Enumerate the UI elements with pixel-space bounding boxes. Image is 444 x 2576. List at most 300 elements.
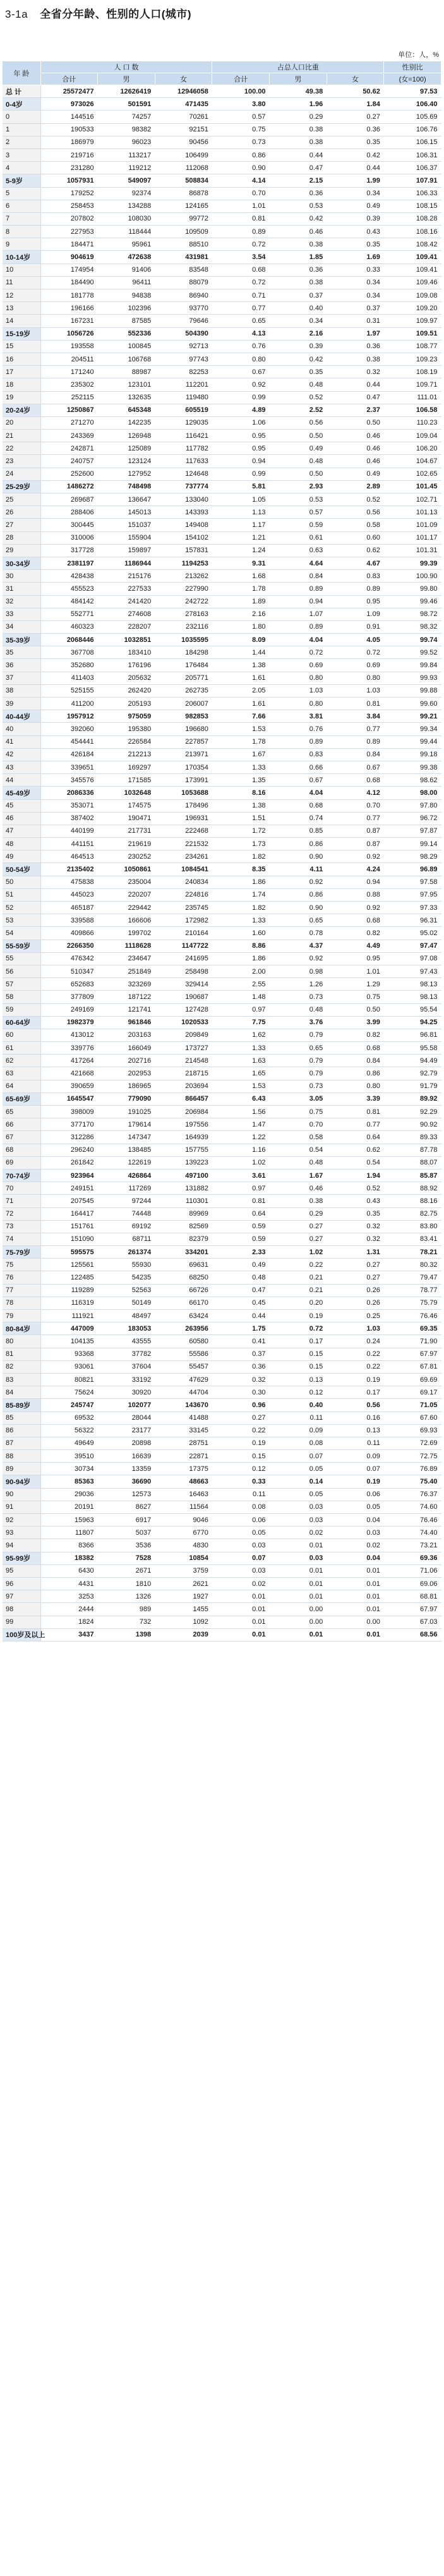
pop-total-cell: 476342 [40, 952, 98, 965]
pop-total-cell: 1486272 [40, 480, 98, 493]
prop-female-cell: 0.54 [327, 1156, 384, 1169]
pop-male-cell: 215176 [98, 570, 155, 583]
prop-total-cell: 0.95 [212, 442, 270, 455]
table-row [3, 238, 441, 251]
age-cell: 1 [3, 123, 40, 136]
prop-male-cell: 0.89 [270, 735, 327, 748]
pop-female-cell: 508834 [155, 174, 212, 187]
prop-total-cell: 0.07 [212, 1552, 270, 1564]
pop-male-cell: 262420 [98, 684, 155, 697]
pop-male-cell: 202716 [98, 1055, 155, 1067]
prop-male-cell: 0.80 [270, 698, 327, 710]
pop-total-cell: 242871 [40, 442, 98, 455]
prop-female-cell: 0.03 [327, 1527, 384, 1539]
prop-total-cell: 0.08 [212, 1501, 270, 1513]
pop-total-cell: 69532 [40, 1412, 98, 1424]
pop-female-cell: 110301 [155, 1195, 212, 1207]
prop-female-cell: 0.07 [327, 1463, 384, 1475]
pop-total-cell: 144516 [40, 111, 98, 123]
prop-female-cell: 0.77 [327, 812, 384, 825]
prop-total-cell: 0.57 [212, 111, 270, 123]
prop-male-cell: 0.84 [270, 570, 327, 583]
prop-female-cell: 0.27 [327, 1259, 384, 1271]
prop-female-cell: 0.87 [327, 838, 384, 850]
prop-total-cell: 1.02 [212, 1156, 270, 1169]
pop-female-cell: 224816 [155, 888, 212, 901]
age-cell: 71 [3, 1195, 40, 1207]
prop-male-cell: 0.57 [270, 506, 327, 519]
sex-ratio-cell: 88.07 [384, 1156, 441, 1169]
age-cell: 41 [3, 735, 40, 748]
pop-female-cell: 157831 [155, 544, 212, 557]
prop-total-cell: 0.48 [212, 1271, 270, 1284]
table-row [3, 863, 441, 876]
pop-female-cell: 86878 [155, 187, 212, 200]
prop-total-cell: 0.59 [212, 1233, 270, 1245]
table-row [3, 111, 441, 123]
pop-total-cell: 49649 [40, 1437, 98, 1449]
prop-female-cell: 0.01 [327, 1590, 384, 1603]
prop-total-cell: 1.51 [212, 812, 270, 825]
pop-total-cell: 2086336 [40, 787, 98, 799]
pop-total-cell: 652683 [40, 978, 98, 991]
table-row [3, 1016, 441, 1029]
pop-total-cell: 411200 [40, 698, 98, 710]
age-cell: 36 [3, 659, 40, 672]
prop-male-cell: 0.29 [270, 1207, 327, 1220]
age-cell: 5 [3, 187, 40, 200]
table-row [3, 1360, 441, 1373]
sex-ratio-cell: 67.03 [384, 1616, 441, 1628]
age-cell: 96 [3, 1577, 40, 1590]
pop-female-cell: 82253 [155, 366, 212, 378]
table-row [3, 174, 441, 187]
prop-female-cell: 1.94 [327, 1169, 384, 1182]
pop-total-cell: 390659 [40, 1080, 98, 1092]
prop-total-cell: 4.13 [212, 327, 270, 340]
age-cell: 68 [3, 1144, 40, 1156]
sex-ratio-cell: 83.41 [384, 1233, 441, 1245]
table-number: 3-1a [5, 8, 28, 20]
table-row [3, 1284, 441, 1297]
pop-total-cell: 317728 [40, 544, 98, 557]
prop-female-cell: 1.03 [327, 1322, 384, 1335]
prop-male-cell: 0.63 [270, 544, 327, 557]
prop-male-cell: 0.21 [270, 1271, 327, 1284]
pop-female-cell: 22871 [155, 1450, 212, 1463]
sex-ratio-cell: 96.81 [384, 1029, 441, 1041]
sex-ratio-cell: 67.97 [384, 1603, 441, 1616]
age-cell: 62 [3, 1055, 40, 1067]
pop-male-cell: 13359 [98, 1463, 155, 1475]
pop-female-cell: 196680 [155, 723, 212, 735]
pop-male-cell: 748498 [98, 480, 155, 493]
prop-male-cell: 0.38 [270, 238, 327, 251]
pop-male-cell: 202953 [98, 1067, 155, 1080]
prop-female-cell: 4.05 [327, 634, 384, 646]
table-row [3, 289, 441, 302]
pop-male-cell: 174575 [98, 799, 155, 812]
prop-male-cell: 4.04 [270, 787, 327, 799]
pop-total-cell: 1824 [40, 1616, 98, 1628]
prop-total-cell: 1.61 [212, 672, 270, 684]
prop-total-cell: 0.97 [212, 1182, 270, 1195]
pop-female-cell: 28751 [155, 1437, 212, 1449]
age-cell: 73 [3, 1220, 40, 1233]
prop-total-cell: 5.81 [212, 480, 270, 493]
table-row [3, 761, 441, 773]
sex-ratio-cell: 68.56 [384, 1628, 441, 1641]
pop-male-cell: 12573 [98, 1488, 155, 1501]
pop-female-cell: 124165 [155, 200, 212, 212]
age-cell: 31 [3, 583, 40, 595]
pop-female-cell: 131882 [155, 1182, 212, 1195]
prop-female-cell: 0.36 [327, 123, 384, 136]
prop-female-cell: 0.34 [327, 187, 384, 200]
pop-total-cell: 184490 [40, 276, 98, 289]
pop-female-cell: 157755 [155, 1144, 212, 1156]
age-cell: 88 [3, 1450, 40, 1463]
pop-total-cell: 310006 [40, 531, 98, 544]
pop-male-cell: 74257 [98, 111, 155, 123]
prop-female-cell: 0.86 [327, 1067, 384, 1080]
table-row [3, 659, 441, 672]
pop-total-cell: 464513 [40, 850, 98, 863]
prop-total-cell: 0.64 [212, 1207, 270, 1220]
pop-female-cell: 242722 [155, 595, 212, 608]
pop-male-cell: 187122 [98, 991, 155, 1003]
table-row [3, 519, 441, 531]
prop-male-cell: 0.15 [270, 1348, 327, 1360]
table-row [3, 634, 441, 646]
table-row [3, 378, 441, 391]
prop-male-cell: 0.50 [270, 468, 327, 480]
prop-total-cell: 1.22 [212, 1131, 270, 1144]
pop-total-cell: 2381197 [40, 557, 98, 569]
prop-female-cell: 0.32 [327, 1220, 384, 1233]
pop-female-cell: 33145 [155, 1424, 212, 1437]
sex-ratio-cell: 69.06 [384, 1577, 441, 1590]
pop-total-cell: 454441 [40, 735, 98, 748]
table-row [3, 684, 441, 697]
pop-total-cell: 460323 [40, 620, 98, 633]
prop-male-cell: 0.79 [270, 1055, 327, 1067]
sex-ratio-cell: 110.23 [384, 416, 441, 429]
prop-male-cell: 2.16 [270, 327, 327, 340]
prop-male-cell: 3.81 [270, 710, 327, 723]
sex-ratio-cell: 72.75 [384, 1450, 441, 1463]
age-cell: 18 [3, 378, 40, 391]
table-row [3, 315, 441, 327]
pop-male-cell: 69192 [98, 1220, 155, 1233]
age-cell: 75-79岁 [3, 1246, 40, 1259]
table-row [3, 1246, 441, 1259]
age-cell: 35-39岁 [3, 634, 40, 646]
pop-female-cell: 170354 [155, 761, 212, 773]
pop-male-cell: 190471 [98, 812, 155, 825]
age-cell: 4 [3, 162, 40, 174]
prop-total-cell: 1.86 [212, 876, 270, 888]
pop-female-cell: 234261 [155, 850, 212, 863]
table-row [3, 888, 441, 901]
table-row [3, 1169, 441, 1182]
pop-female-cell: 173991 [155, 774, 212, 787]
prop-female-cell: 0.34 [327, 276, 384, 289]
age-cell: 25 [3, 493, 40, 506]
sex-ratio-cell: 99.39 [384, 557, 441, 569]
pop-total-cell: 595575 [40, 1246, 98, 1259]
pop-male-cell: 179614 [98, 1118, 155, 1131]
sex-ratio-cell: 99.74 [384, 634, 441, 646]
prop-male-cell: 0.90 [270, 902, 327, 914]
pop-female-cell: 982853 [155, 710, 212, 723]
pop-female-cell: 124648 [155, 468, 212, 480]
age-cell: 37 [3, 672, 40, 684]
table-row [3, 838, 441, 850]
pop-total-cell: 122485 [40, 1271, 98, 1284]
sex-ratio-cell: 111.01 [384, 391, 441, 404]
prop-total-cell: 0.45 [212, 1297, 270, 1309]
pop-total-cell: 171240 [40, 366, 98, 378]
prop-female-cell: 0.32 [327, 1233, 384, 1245]
prop-male-cell: 3.05 [270, 1092, 327, 1105]
pop-female-cell: 88510 [155, 238, 212, 251]
prop-total-cell: 0.32 [212, 1373, 270, 1386]
pop-total-cell: 258453 [40, 200, 98, 212]
table-row [3, 442, 441, 455]
prop-total-cell: 9.31 [212, 557, 270, 569]
sex-ratio-cell: 101.17 [384, 531, 441, 544]
pop-male-cell: 94838 [98, 289, 155, 302]
table-row [3, 263, 441, 276]
table-row [3, 914, 441, 927]
prop-male-cell: 0.86 [270, 888, 327, 901]
age-cell: 38 [3, 684, 40, 697]
table-row [3, 825, 441, 837]
prop-female-cell: 0.94 [327, 876, 384, 888]
prop-male-cell: 49.38 [270, 85, 327, 98]
sex-ratio-cell: 99.88 [384, 684, 441, 697]
pop-male-cell: 1326 [98, 1590, 155, 1603]
pop-male-cell: 645348 [98, 404, 155, 416]
sex-ratio-cell: 108.19 [384, 366, 441, 378]
prop-female-cell: 0.62 [327, 544, 384, 557]
sex-ratio-cell: 97.58 [384, 876, 441, 888]
pop-total-cell: 174954 [40, 263, 98, 276]
pop-total-cell: 20191 [40, 1501, 98, 1513]
prop-total-cell: 0.70 [212, 187, 270, 200]
prop-male-cell: 0.85 [270, 825, 327, 837]
pop-male-cell: 123124 [98, 455, 155, 468]
age-cell: 64 [3, 1080, 40, 1092]
table-row [3, 531, 441, 544]
pop-male-cell: 91406 [98, 263, 155, 276]
age-cell: 99 [3, 1616, 40, 1628]
age-cell: 60 [3, 1029, 40, 1041]
table-row [3, 200, 441, 212]
prop-female-cell: 0.01 [327, 1564, 384, 1577]
pop-total-cell: 190533 [40, 123, 98, 136]
age-cell: 52 [3, 902, 40, 914]
pop-female-cell: 178496 [155, 799, 212, 812]
prop-male-cell: 0.53 [270, 493, 327, 506]
pop-total-cell: 447009 [40, 1322, 98, 1335]
sex-ratio-cell: 99.14 [384, 838, 441, 850]
pop-total-cell: 15963 [40, 1514, 98, 1527]
pop-female-cell: 82379 [155, 1233, 212, 1245]
pop-male-cell: 205193 [98, 698, 155, 710]
prop-male-cell: 0.27 [270, 1233, 327, 1245]
prop-female-cell: 0.06 [327, 1488, 384, 1501]
table-row [3, 978, 441, 991]
sex-ratio-cell: 98.13 [384, 978, 441, 991]
pop-female-cell: 112201 [155, 378, 212, 391]
sex-ratio-cell: 99.18 [384, 748, 441, 761]
prop-female-cell: 0.92 [327, 902, 384, 914]
table-row [3, 1195, 441, 1207]
prop-total-cell: 0.76 [212, 340, 270, 353]
pop-total-cell: 421668 [40, 1067, 98, 1080]
prop-female-cell: 4.49 [327, 940, 384, 952]
table-row [3, 774, 441, 787]
pop-total-cell: 465187 [40, 902, 98, 914]
prop-female-cell: 0.80 [327, 1080, 384, 1092]
sex-ratio-cell: 67.97 [384, 1348, 441, 1360]
age-cell: 14 [3, 315, 40, 327]
prop-total-cell: 0.30 [212, 1386, 270, 1399]
pop-female-cell: 497100 [155, 1169, 212, 1182]
prop-male-cell: 0.79 [270, 1067, 327, 1080]
prop-female-cell: 0.37 [327, 302, 384, 315]
prop-female-cell: 0.43 [327, 1195, 384, 1207]
sex-ratio-cell: 109.08 [384, 289, 441, 302]
sex-ratio-cell: 69.36 [384, 1552, 441, 1564]
pop-total-cell: 8366 [40, 1539, 98, 1552]
prop-male-cell: 0.68 [270, 799, 327, 812]
prop-total-cell: 0.36 [212, 1360, 270, 1373]
prop-total-cell: 1.33 [212, 761, 270, 773]
prop-male-cell: 0.42 [270, 212, 327, 225]
pop-total-cell: 249169 [40, 1003, 98, 1016]
pop-female-cell: 1455 [155, 1603, 212, 1616]
sex-ratio-cell: 75.79 [384, 1297, 441, 1309]
age-cell: 2 [3, 136, 40, 148]
pop-total-cell: 3253 [40, 1590, 98, 1603]
prop-female-cell: 0.92 [327, 850, 384, 863]
header-proportion: 占总人口比重 [212, 61, 384, 73]
prop-total-cell: 1.13 [212, 506, 270, 519]
sex-ratio-cell: 76.46 [384, 1514, 441, 1527]
sex-ratio-cell: 98.29 [384, 850, 441, 863]
prop-female-cell: 0.42 [327, 148, 384, 161]
pop-female-cell: 235745 [155, 902, 212, 914]
pop-male-cell: 68711 [98, 1233, 155, 1245]
prop-total-cell: 0.73 [212, 136, 270, 148]
table-row [3, 570, 441, 583]
age-cell: 0 [3, 111, 40, 123]
prop-total-cell: 1.73 [212, 838, 270, 850]
pop-female-cell: 154102 [155, 531, 212, 544]
age-cell: 总 计 [3, 85, 40, 98]
pop-total-cell: 271270 [40, 416, 98, 429]
pop-total-cell: 413012 [40, 1029, 98, 1041]
prop-male-cell: 4.04 [270, 634, 327, 646]
prop-male-cell: 0.79 [270, 1029, 327, 1041]
age-cell: 58 [3, 991, 40, 1003]
age-cell: 50-54岁 [3, 863, 40, 876]
prop-female-cell: 0.31 [327, 315, 384, 327]
table-row [3, 1501, 441, 1513]
sex-ratio-cell: 106.37 [384, 162, 441, 174]
prop-total-cell: 1.24 [212, 544, 270, 557]
prop-male-cell: 0.29 [270, 111, 327, 123]
table-row [3, 327, 441, 340]
sex-ratio-cell: 90.92 [384, 1118, 441, 1131]
pop-male-cell: 230252 [98, 850, 155, 863]
sex-ratio-cell: 69.17 [384, 1386, 441, 1399]
pop-male-cell: 1186944 [98, 557, 155, 569]
table-row [3, 123, 441, 136]
prop-female-cell: 3.99 [327, 1016, 384, 1029]
prop-total-cell: 8.16 [212, 787, 270, 799]
prop-total-cell: 3.61 [212, 1169, 270, 1182]
pop-female-cell: 1053688 [155, 787, 212, 799]
prop-total-cell: 0.15 [212, 1450, 270, 1463]
age-cell: 78 [3, 1297, 40, 1309]
sex-ratio-cell: 76.46 [384, 1310, 441, 1322]
pop-total-cell: 2135402 [40, 863, 98, 876]
pop-male-cell: 205632 [98, 672, 155, 684]
sex-ratio-cell: 99.52 [384, 646, 441, 659]
age-cell: 59 [3, 1003, 40, 1016]
age-cell: 53 [3, 914, 40, 927]
pop-total-cell: 923964 [40, 1169, 98, 1182]
pop-male-cell: 37782 [98, 1348, 155, 1360]
pop-female-cell: 203694 [155, 1080, 212, 1092]
pop-female-cell: 129035 [155, 416, 212, 429]
prop-female-cell: 0.68 [327, 774, 384, 787]
prop-male-cell: 0.83 [270, 748, 327, 761]
age-cell: 24 [3, 468, 40, 480]
table-row [3, 430, 441, 442]
pop-female-cell: 206007 [155, 698, 212, 710]
prop-total-cell: 0.81 [212, 212, 270, 225]
prop-total-cell: 7.66 [212, 710, 270, 723]
age-cell: 55 [3, 952, 40, 965]
age-cell: 89 [3, 1463, 40, 1475]
pop-total-cell: 296240 [40, 1144, 98, 1156]
pop-male-cell: 779090 [98, 1092, 155, 1105]
age-cell: 77 [3, 1284, 40, 1297]
prop-male-cell: 0.17 [270, 1335, 327, 1348]
prop-total-cell: 0.01 [212, 1628, 270, 1641]
sex-ratio-cell: 83.80 [384, 1220, 441, 1233]
prop-female-cell: 0.91 [327, 620, 384, 633]
pop-female-cell: 262735 [155, 684, 212, 697]
pop-male-cell: 226584 [98, 735, 155, 748]
prop-male-cell: 0.78 [270, 927, 327, 940]
prop-female-cell: 0.52 [327, 1182, 384, 1195]
table-row [3, 1118, 441, 1131]
prop-male-cell: 4.37 [270, 940, 327, 952]
prop-total-cell: 7.75 [212, 1016, 270, 1029]
age-cell: 70 [3, 1182, 40, 1195]
pop-male-cell: 96023 [98, 136, 155, 148]
pop-total-cell: 1250867 [40, 404, 98, 416]
pop-total-cell: 455523 [40, 583, 98, 595]
prop-total-cell: 0.44 [212, 1310, 270, 1322]
prop-total-cell: 1.21 [212, 531, 270, 544]
